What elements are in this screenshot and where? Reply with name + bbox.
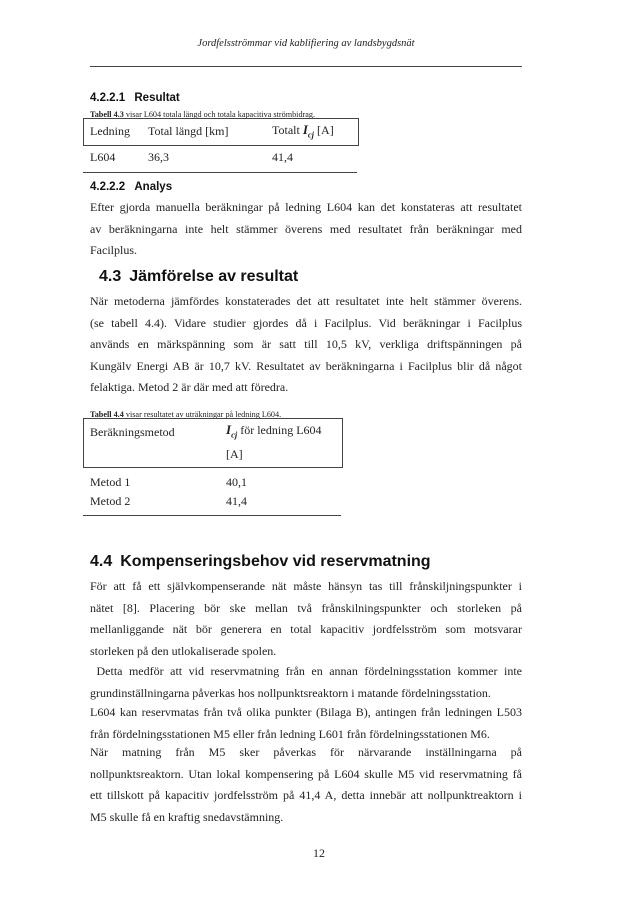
heading-title: Kompenseringsbehov vid reservmatning xyxy=(120,553,431,570)
heading-number: 4.2.2.1 xyxy=(90,92,126,104)
paragraph-analys xyxy=(90,197,522,262)
header-current-prefix: Totalt xyxy=(272,123,300,137)
text-line: felaktiga. Metod 2 är där med att föredra. xyxy=(90,380,289,394)
table-cell: 36,3 xyxy=(148,150,169,164)
text-line: av beräkningarna inte helt stämmer överens med resultatet från beräkningar med xyxy=(90,221,522,236)
text-line: mellanliggande nät bör generera en total kapacitiv jordfelsström som motsvarar xyxy=(90,622,522,636)
text-line: För att få ett självkompenserande nät måste hänsyn tas till frånskiljningspunkter i xyxy=(90,579,522,593)
heading-4-3 xyxy=(99,268,298,286)
table-bottom-rule xyxy=(83,515,341,516)
running-header: Jordfelsströmmar vid kablifiering av landsbygdsnät xyxy=(197,38,415,49)
heading-4-2-2-1 xyxy=(90,92,180,104)
table-cell: 40,1 xyxy=(226,475,247,489)
text-line: M5 skulle få en kraftig snedavstämning. xyxy=(90,809,284,824)
text-line: Detta medför att vid reservmatning från en annan fördelningsstation kommer inte xyxy=(90,664,522,678)
header-current-unit: [A] xyxy=(317,123,334,137)
header-line: Ledning xyxy=(90,124,130,138)
heading-4-2-2-2 xyxy=(90,181,172,193)
header-current xyxy=(226,422,322,440)
text-line: nätet [8]. Placering bör ske mellan två frånskilningspunkter och storleken på xyxy=(90,600,522,615)
header-length: Total längd [km] xyxy=(148,124,229,138)
caption-text: visar L604 totala längd och totala kapacitiva strömbidrag. xyxy=(125,110,316,119)
text-line: Kungälv Energi AB är 10,7 kV. Resultatet av beräkningarna i Facilplus blir då något xyxy=(90,358,522,373)
current-symbol: $I_{cj}$ xyxy=(302,122,315,140)
heading-title: Analys xyxy=(134,181,173,193)
header-current-unit: [A] xyxy=(226,447,243,461)
paragraph-4-4-4 xyxy=(90,742,522,828)
text-line: När metoderna jämfördes konstaterades det att resultatet inte helt stämmer överens. xyxy=(90,294,522,308)
text-line: storleken på den utlokaliserade spolen. xyxy=(90,643,277,658)
heading-title: Jämförelse av resultat xyxy=(129,268,299,285)
caption-label: Tabell 4.3 xyxy=(90,110,124,119)
text-line: ett tillskott på kapacitiv jordfelsström på 41,4 A, detta innebär att nollpunktreaktorn i xyxy=(90,788,522,802)
table-cell: 41,4 xyxy=(226,494,247,508)
heading-title: Resultat xyxy=(134,92,180,104)
paragraph-4-4-2 xyxy=(90,661,522,704)
heading-number: 4.3 xyxy=(99,268,122,285)
text-line: används en märkspänning som är satt till 10,5 kV, verkliga driftspänningen på xyxy=(90,337,522,351)
current-symbol: $I_{cj}$ xyxy=(226,422,238,440)
text-line: nollpunktsreaktorn. Utan lokal kompensering på L604 skulle M5 vid reservmatning få xyxy=(90,766,522,781)
heading-number: 4.4 xyxy=(90,553,113,570)
table-cell: L604 xyxy=(90,150,116,164)
text-line: grundinställningarna påverkas hos nollpunktsreaktorn i matande fördelningsstation. xyxy=(90,685,491,700)
text-line: L604 kan reservmatas från två olika punkter (Bilaga B), antingen från ledningen L503 xyxy=(90,705,522,719)
header-method: Beräkningsmetod xyxy=(90,425,175,439)
heading-4-4 xyxy=(90,553,431,571)
caption-text: visar resultatet av uträkningar på ledning L604. xyxy=(125,410,282,419)
paragraph-4-4-3 xyxy=(90,702,522,745)
caption-label: Tabell 4.4 xyxy=(90,410,124,419)
text-line: (se tabell 4.4). Vidare studier gjordes då i Facilplus. Vid beräkningar i Facilplus xyxy=(90,315,522,330)
text-line: När matning från M5 sker påverkas för närvarande inställningarna på xyxy=(90,745,522,759)
table-cell: Metod 1 xyxy=(90,475,131,489)
table-cell: 41,4 xyxy=(272,150,293,164)
header-current-suffix: för ledning L604 xyxy=(240,423,322,437)
text-line: Efter gjorda manuella beräkningar på ledning L604 kan det konstateras att resultatet xyxy=(90,200,522,214)
text-line: Facilplus. xyxy=(90,243,137,257)
heading-number: 4.2.2.2 xyxy=(90,181,126,193)
header-current xyxy=(272,122,334,140)
page-number: 12 xyxy=(313,846,325,860)
table-bottom-rule xyxy=(83,172,357,173)
text-line: från fördelningsstationen M5 eller från ledning L601 från fördelningsstationen M6. xyxy=(90,726,490,741)
paragraph-jamforelse xyxy=(90,291,522,399)
table-cell: Metod 2 xyxy=(90,494,131,508)
paragraph-4-4-1 xyxy=(90,576,522,662)
header-rule xyxy=(90,66,522,67)
